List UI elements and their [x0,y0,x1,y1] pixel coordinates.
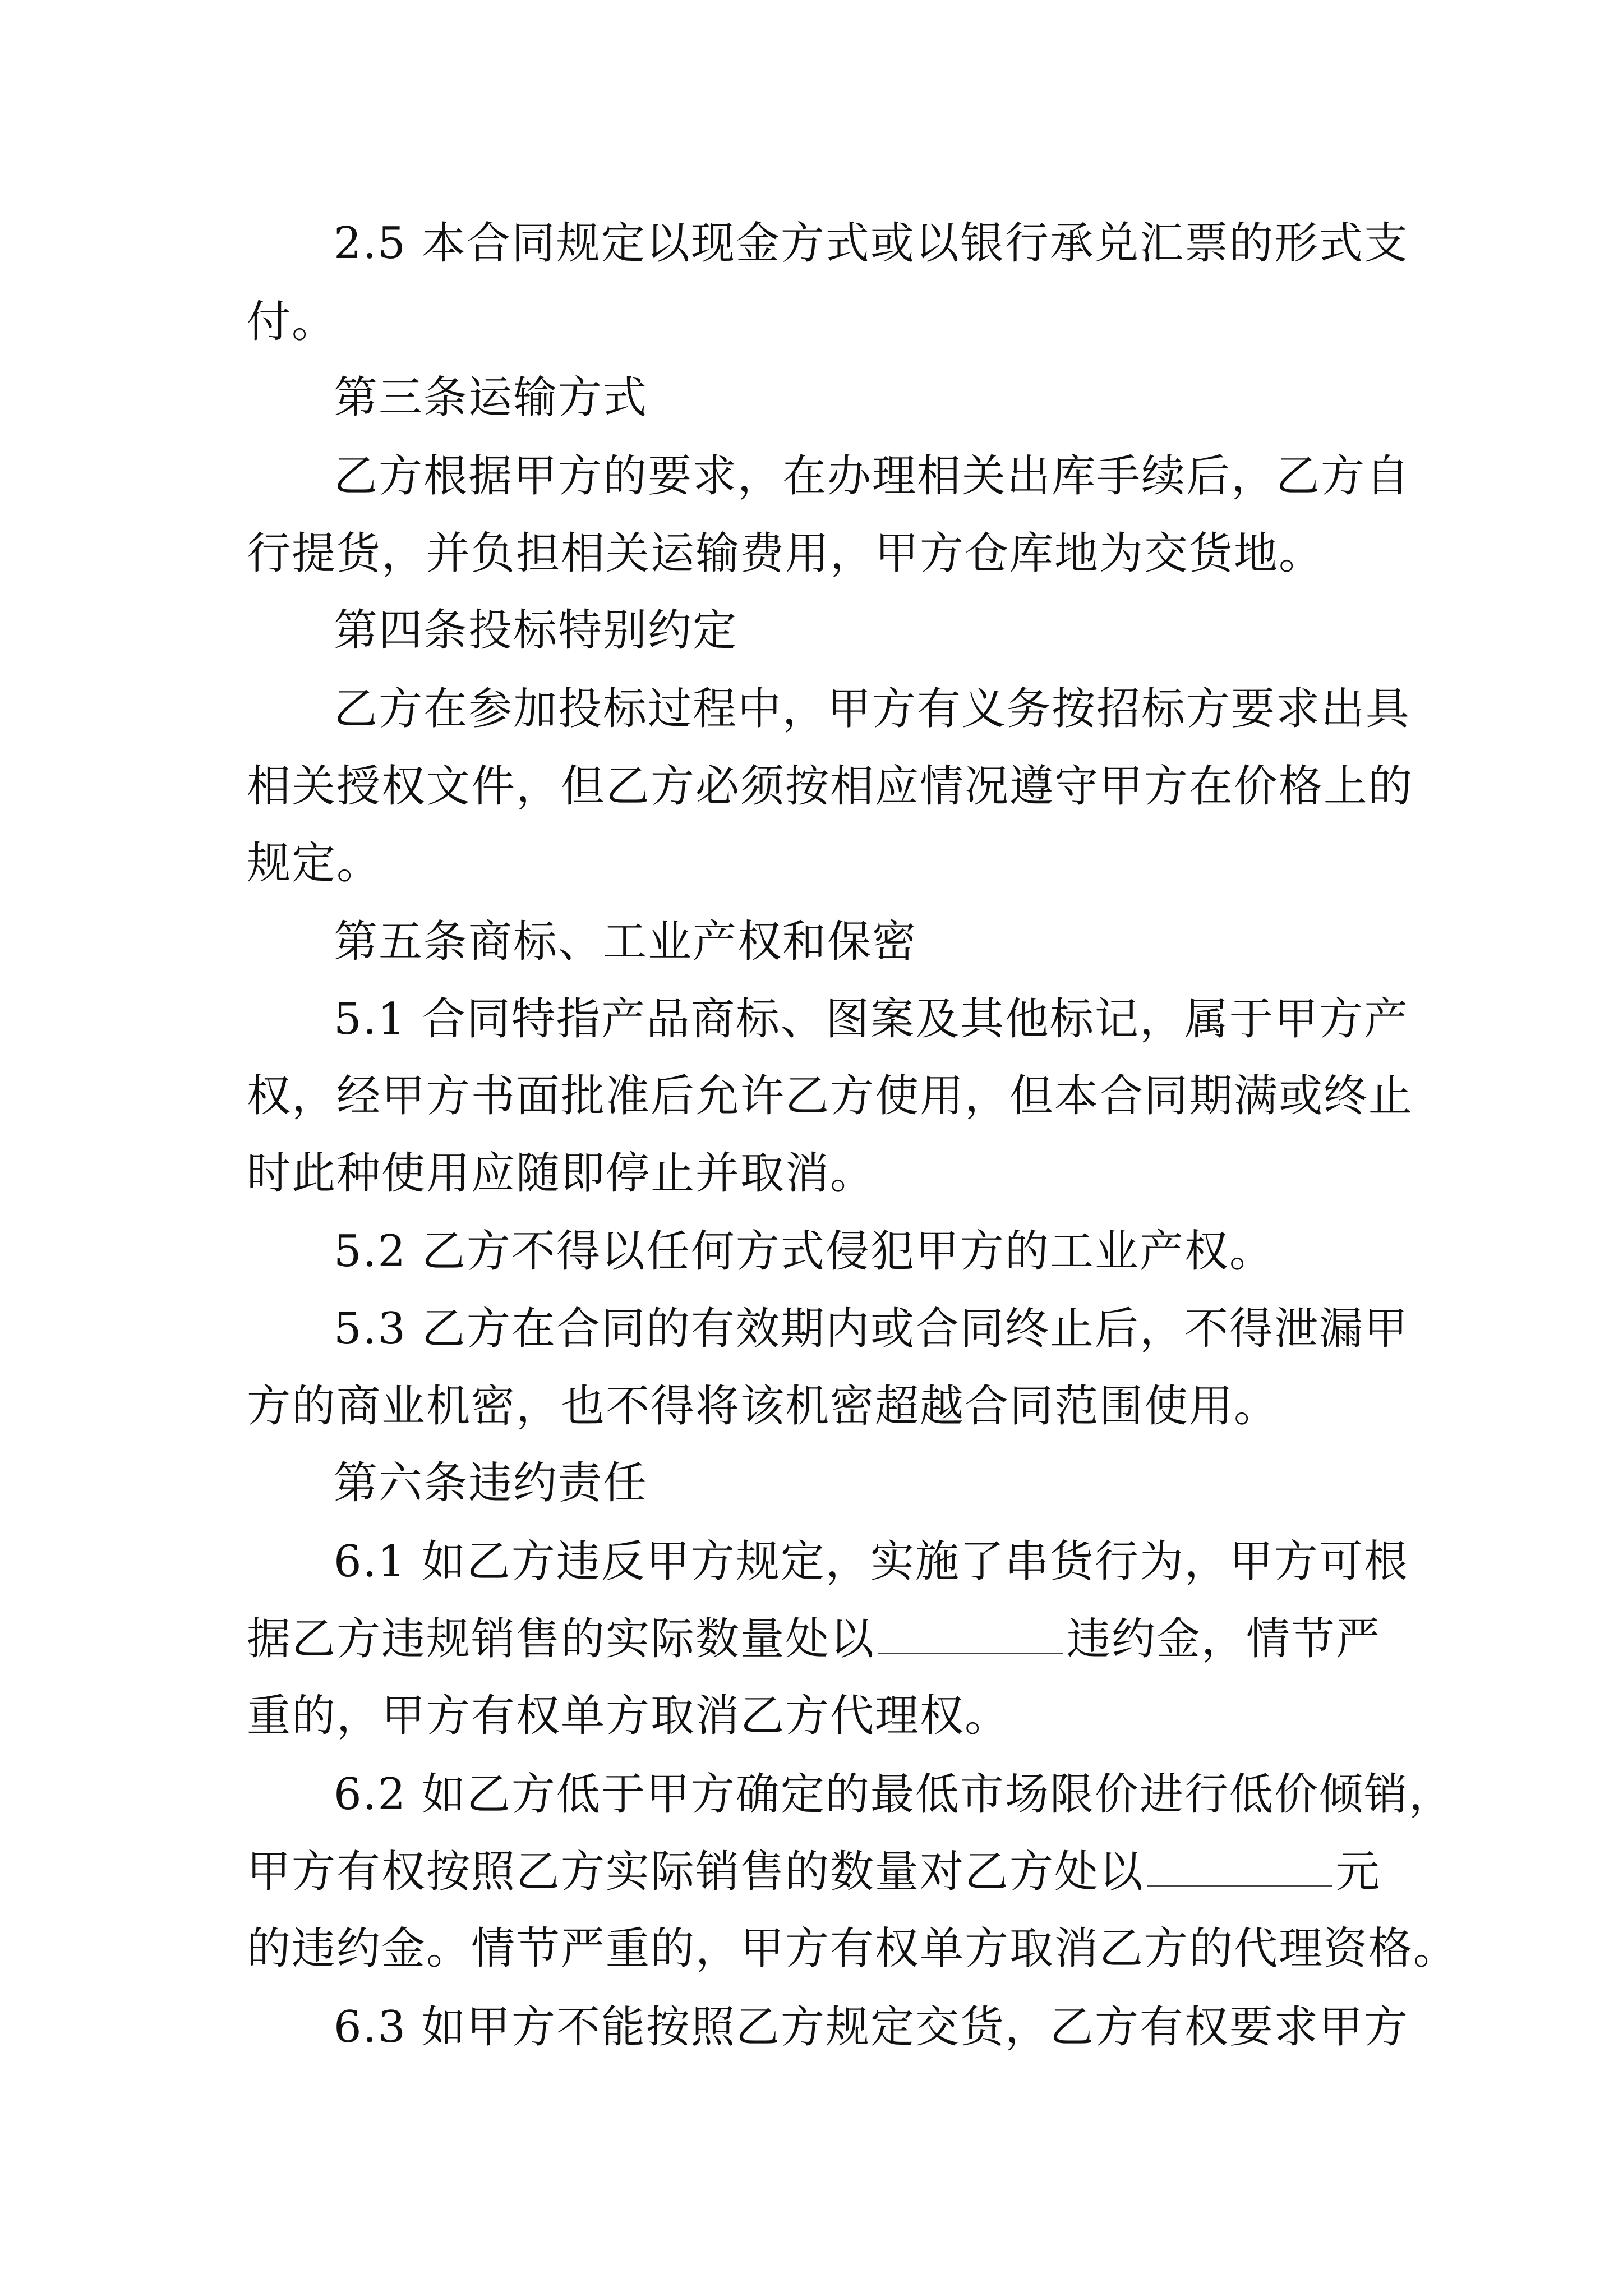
paragraph-2-5-line-2: 付。 [247,297,337,347]
paragraph-5-1-line-1: 5.1 合同特指产品商标、图案及其他标记，属于甲方产 [334,994,1409,1045]
paragraph-6-2-line-2-after: 元 [1336,1847,1381,1897]
paragraph-6-1-line-3: 重的，甲方有权单方取消乙方代理权。 [247,1691,1010,1741]
fill-in-blank-penalty [878,1652,1063,1654]
paragraph-5-1-line-3: 时此种使用应随即停止并取消。 [247,1148,875,1199]
section-heading-4: 第四条投标特别约定 [334,605,738,656]
paragraph-6-1-line-1: 6.1 如乙方违反甲方规定，实施了串货行为，甲方可根 [334,1536,1409,1587]
paragraph-5-3-line-1: 5.3 乙方在合同的有效期内或合同终止后，不得泄漏甲 [334,1304,1409,1354]
paragraph-5-1-line-2: 权，经甲方书面批准后允许乙方使用，但本合同期满或终止 [247,1071,1414,1121]
paragraph-6-2-line-3: 的违约金。情节严重的，甲方有权单方取消乙方的代理资格。 [247,1924,1459,1974]
paragraph-6-2-line-1: 6.2 如乙方低于甲方确定的最低市场限价进行低价倾销， [334,1769,1454,1820]
paragraph-6-2-line-2 [247,1847,1381,1897]
section-heading-5: 第五条商标、工业产权和保密 [334,917,917,967]
paragraph-2-5-line-1: 2.5 本合同规定以现金方式或以银行承兑汇票的形式支 [334,218,1409,269]
fill-in-blank-amount [1147,1885,1332,1887]
paragraph-4-line-3: 规定。 [247,838,382,889]
paragraph-6-1-line-2 [247,1614,1381,1664]
paragraph-4-line-2: 相关授权文件，但乙方必须按相应情况遵守甲方在价格上的 [247,761,1414,812]
paragraph-6-2-line-2-before: 甲方有权按照乙方实际销售的数量对乙方处以 [247,1847,1145,1897]
paragraph-3-line-1: 乙方根据甲方的要求，在办理相关出库手续后，乙方自 [334,451,1411,501]
paragraph-4-line-1: 乙方在参加投标过程中，甲方有义务按招标方要求出具 [334,684,1411,734]
paragraph-5-3-line-2: 方的商业机密，也不得将该机密超越合同范围使用。 [247,1381,1279,1432]
paragraph-3-line-2: 行提货，并负担相关运输费用，甲方仓库地为交货地。 [247,528,1324,579]
paragraph-6-1-line-2-after: 违约金，情节严 [1067,1614,1381,1664]
paragraph-6-3-line-1: 6.3 如甲方不能按照乙方规定交货，乙方有权要求甲方 [334,2002,1409,2053]
paragraph-5-2: 5.2 乙方不得以任何方式侵犯甲方的工业产权。 [334,1226,1274,1277]
section-heading-3: 第三条运输方式 [334,372,648,423]
paragraph-6-1-line-2-before: 据乙方违规销售的实际数量处以 [247,1614,875,1664]
section-heading-6: 第六条违约责任 [334,1458,648,1508]
